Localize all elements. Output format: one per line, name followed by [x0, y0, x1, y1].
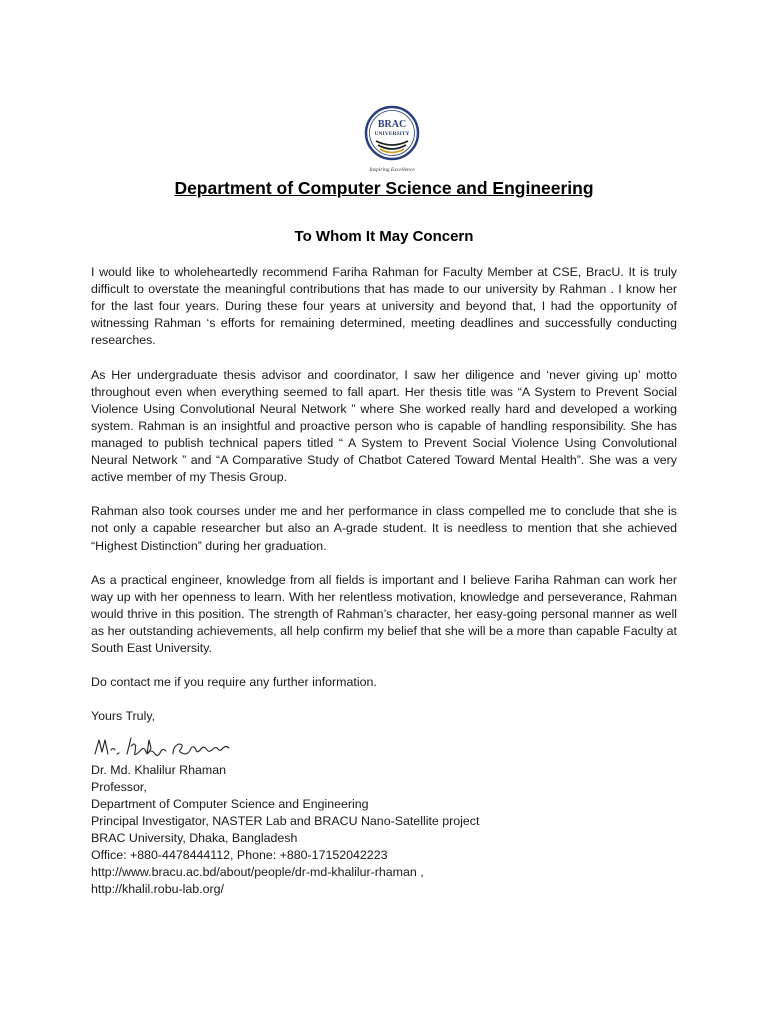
- salutation-heading: To Whom It May Concern: [294, 228, 474, 245]
- signatory-position: Professor,: [91, 779, 147, 794]
- paragraph-recommendation: I would like to wholeheartedly recommend Fariha Rahman for Faculty Member at CSE, BracU. It is truly difficult to overstate the meaningful contributions that has made to our university by Rahman . I know her for the last four years. During these four years at university and beyond that, I had the opportunity of witnessing Rahman ‘s efforts for remaining determined, meeting deadlines and successfully conducting researches.: [91, 265, 677, 348]
- paragraph-courses: Rahman also took courses under me and her performance in class compelled me to conclude that she is not only a capable researcher but also an A-grade student. It is needless to mention that she achieved “Highest Distinction” during her graduation.: [91, 504, 677, 553]
- paragraph-character: As a practical engineer, knowledge from all fields is important and I believe Fariha Rahman can work her way up with her openness to learn. With her relentless motivation, knowledge and perseverance, Rahman would thrive in this position. The strength of Rahman’s character, her easy-going personal manner as well as her outstanding achievements, all help confirm my belief that she will be a more than capable Faculty at South East University.: [91, 572, 677, 656]
- paragraph-thesis: As Her undergraduate thesis advisor and coordinator, I saw her diligence and ‘never giving up’ motto throughout even when everything seemed to fall apart. Her thesis title was “A System to Prevent Social Violence Using Convolutional Neural Network ” where She worked really hard and developed a working system. Rahman is an insightful and proactive person who is capable of handling responsibility. She has managed to publish technical papers titled “ A System to Prevent Social Violence Using Convolutional Neural Network ” and “A Comparative Study of Chatbot Catered Toward Mental Health”. She was a very active member of my Thesis Group.: [91, 367, 677, 485]
- signatory-address: BRAC University, Dhaka, Bangladesh: [91, 830, 298, 845]
- signatory-url-bracu[interactable]: http://www.bracu.ac.bd/about/people/dr-md-khalilur-rhaman ,: [91, 865, 424, 880]
- letter-body: [91, 264, 677, 898]
- signatory-contact: Office: +880-4478444112, Phone: +880-17152042223: [91, 848, 388, 862]
- signatory-block: [91, 762, 677, 899]
- paragraph-contact: Do contact me if you require any further information.: [91, 675, 377, 690]
- logo-tagline: Inspiring Excellence: [369, 167, 415, 173]
- brac-university-logo: [352, 105, 432, 175]
- signatory-role: Principal Investigator, NASTER Lab and BRACU Nano-Satellite project: [91, 813, 480, 828]
- signatory-url-lab[interactable]: http://khalil.robu-lab.org/: [91, 882, 224, 897]
- logo-line1: BRAC: [377, 119, 407, 130]
- logo-line2: UNIVERSITY: [374, 131, 410, 137]
- department-title: Department of Computer Science and Engineering: [174, 178, 594, 198]
- signatory-name: Dr. Md. Khalilur Rhaman: [91, 762, 226, 777]
- handwritten-signature: [91, 732, 261, 760]
- closing: Yours Truly,: [91, 709, 156, 724]
- signatory-department: Department of Computer Science and Engineering: [91, 796, 369, 811]
